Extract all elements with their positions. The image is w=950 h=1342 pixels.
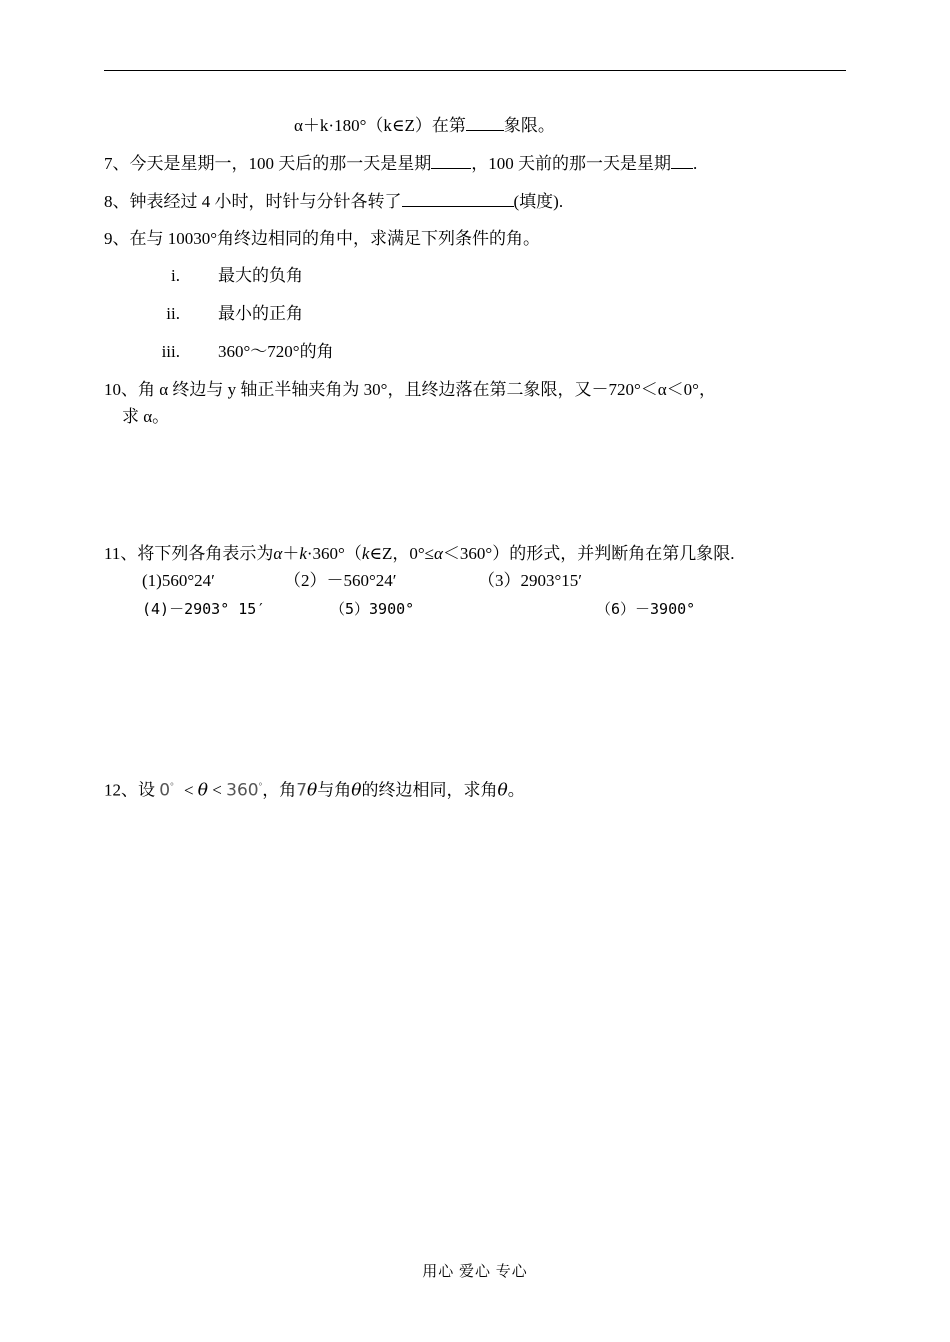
q11-text-2: ＋	[282, 544, 300, 563]
q9-item-text-1: 最大的负角	[218, 266, 303, 285]
q12-text-3: 与角	[317, 780, 352, 800]
q8-answer-blank[interactable]	[402, 190, 514, 207]
q6-text-after: 象限。	[503, 116, 555, 135]
q11-text-5: ＜360°）的形式，并判断角在第几象限.	[442, 544, 735, 563]
q12-seven: 7	[296, 780, 308, 801]
q12-degree-2: °	[258, 781, 263, 791]
q12-degree-1: °	[170, 781, 174, 791]
q12-theta-3: θ	[351, 780, 362, 801]
q12-less-than-1: <	[183, 780, 194, 800]
q6-answer-blank[interactable]	[466, 114, 504, 131]
question-9	[104, 228, 540, 250]
q7-text-2: ，100 天前的那一天是星期	[471, 154, 671, 173]
question-10-line-2: 求 α。	[122, 407, 170, 426]
question-8	[104, 190, 563, 213]
q7-answer-blank-2[interactable]	[671, 152, 693, 169]
q12-zero: 0	[159, 780, 171, 801]
q11-k: k	[299, 544, 307, 563]
q9-item-marker-1: i.	[171, 266, 180, 285]
q11-item-5: （5）3900°	[330, 600, 415, 618]
q9-item-text-3: 360°～720°的角	[218, 342, 334, 361]
q11-item-3: （3）2903°15′	[478, 571, 583, 590]
q12-text-4: 的终边相同，求角	[361, 780, 498, 800]
q7-answer-blank-1[interactable]	[431, 152, 471, 169]
q6-text-before: α＋k·180°（k∈Z）在第	[294, 116, 466, 135]
q6-continuation	[294, 114, 555, 137]
q11-alpha2: α	[433, 544, 443, 563]
q8-text-1: 8、钟表经过 4 小时，时针与分针各转了	[104, 192, 402, 211]
question-11	[104, 543, 734, 565]
q12-text-5: 。	[507, 780, 525, 800]
q12-text-2: ，角	[262, 780, 297, 800]
q9-item-marker-3: iii.	[161, 342, 180, 361]
q11-alpha: α	[273, 544, 283, 563]
q11-item-6: （6）－3900°	[596, 600, 696, 618]
q12-less-than-2: <	[212, 780, 222, 800]
q11-item-4: (4)－2903° 15′	[142, 600, 266, 618]
q11-text-4: ∈Z，0°≤	[369, 544, 434, 563]
q11-item-1: (1)560°24′	[142, 571, 215, 590]
q9-item-text-2: 最小的正角	[218, 304, 303, 323]
header-rule	[104, 70, 846, 71]
question-10-line-1: 10、角 α 终边与 y 轴正半轴夹角为 30°，且终边落在第二象限，又－720°＜α＜0°，	[104, 380, 716, 399]
q12-theta-1: θ	[197, 780, 209, 801]
q12-theta-4: θ	[497, 780, 508, 801]
q7-text-3: .	[693, 154, 698, 173]
q11-k2: k	[361, 544, 370, 563]
q12-360: 360	[226, 780, 259, 801]
question-7	[104, 152, 697, 175]
q8-text-2: (填度).	[513, 192, 564, 211]
q12-text-1: 12、设	[104, 780, 155, 800]
q9-item-marker-2: ii.	[166, 304, 180, 323]
q12-theta-2: θ	[307, 780, 318, 801]
q9-text: 9、在与 10030°角终边相同的角中，求满足下列条件的角。	[104, 229, 541, 248]
q7-text-1: 7、今天是星期一，100 天后的那一天是星期	[104, 154, 432, 173]
q11-text-3: ·360°（	[306, 544, 362, 563]
q11-item-2: （2）－560°24′	[284, 571, 397, 590]
question-12	[104, 775, 525, 802]
q11-text-1: 11、将下列各角表示为	[104, 544, 274, 563]
page-footer: 用心 爱心 专心	[422, 1264, 528, 1280]
